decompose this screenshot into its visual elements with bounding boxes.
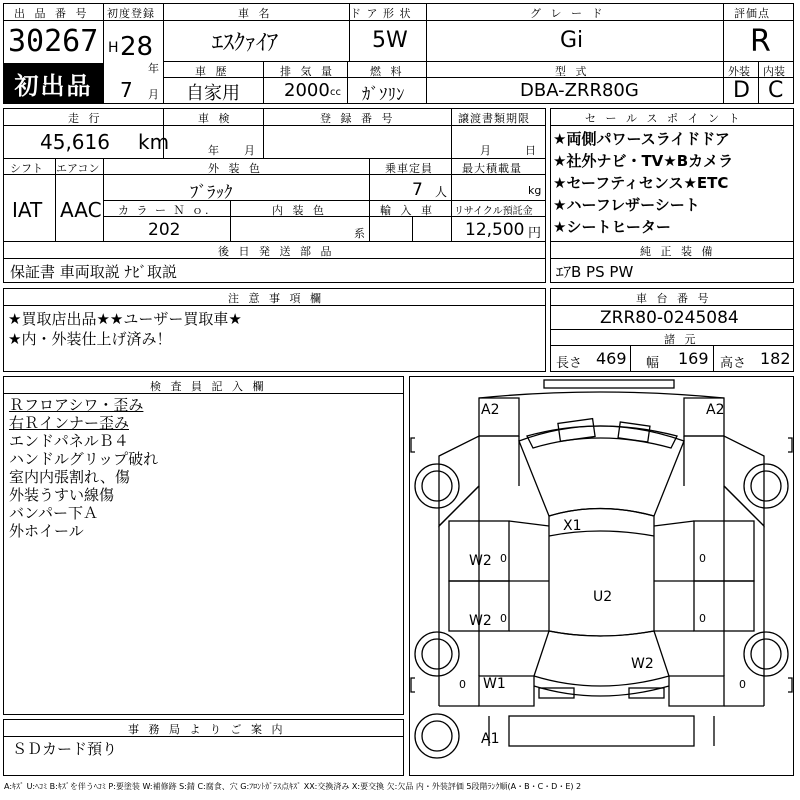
- damage-code: W2: [469, 613, 492, 629]
- door-label: ド ア 形 状: [350, 7, 412, 20]
- grade-label: グ レ ー ド: [530, 7, 606, 20]
- grade: Gi: [560, 28, 584, 53]
- era: H: [108, 40, 119, 56]
- zero-mark: 0: [699, 552, 706, 565]
- import-label: 輸 入 車: [380, 204, 435, 217]
- zero-mark: 0: [500, 552, 507, 565]
- month-unit: 月: [148, 88, 159, 101]
- max-load-unit: kg: [528, 184, 542, 197]
- listing-no: 30267: [8, 24, 99, 59]
- damage-code: U2: [593, 589, 613, 605]
- color-no: 202: [148, 220, 181, 240]
- color-no-label: カ ラ ー Ｎ ｏ.: [118, 204, 211, 217]
- displacement-label: 排 気 量: [280, 65, 335, 78]
- displacement-unit: cc: [330, 87, 341, 98]
- zero-mark: 0: [500, 612, 507, 625]
- interior-grade: C: [768, 78, 784, 103]
- first-reg-label: 初度登録: [107, 7, 155, 20]
- exterior-label: 外装: [728, 65, 750, 78]
- ext-color: ﾌﾞﾗｯｸ: [190, 183, 233, 203]
- history: 自家用: [186, 83, 240, 104]
- inspector-line: ハンドルグリップ破れ: [9, 450, 159, 468]
- sales-point: ★社外ナビ・TV★Bカメラ: [553, 152, 734, 170]
- office-text: ＳＤカード預り: [12, 740, 118, 758]
- inspector-line: Ｒフロアシワ・歪み: [9, 396, 144, 414]
- damage-code: A1: [481, 731, 500, 747]
- inspection-month: 月: [244, 144, 255, 157]
- sales-point: ★両側パワースライドドア: [553, 130, 730, 148]
- transfer-label: 譲渡書類期限: [458, 112, 530, 125]
- inspector-line: エンドパネルＢ４: [9, 432, 129, 450]
- height-label: 高さ: [720, 356, 747, 371]
- damage-diagram: [409, 376, 794, 776]
- transfer-day: 日: [525, 144, 536, 157]
- displacement: 2000: [284, 80, 330, 101]
- chassis-label: 車 台 番 号: [636, 292, 712, 305]
- car-name-label: 車 名: [238, 7, 273, 20]
- mileage: 45,616: [40, 130, 110, 154]
- damage-code: W2: [631, 656, 654, 672]
- inspector-label: 検 査 員 記 入 欄: [150, 380, 267, 393]
- legend: A:ｷｽﾞ U:ﾍｺﾐ B:ｷｽﾞを伴うﾍｺﾐ P:要塗装 W:補修跡 S:錆 C:腐食、穴 G:ﾌﾛﾝﾄｶﾞﾗｽ点ｷｽﾞ XX:交換済み X:要交換 欠:欠品 内・外装評価 5段階ﾗﾝｸ順(A・B・C・D・E) 2: [4, 782, 582, 791]
- note-line: ★内・外装仕上げ済み！: [8, 330, 172, 348]
- recycle-unit: 円: [528, 226, 542, 241]
- width-label: 幅: [646, 356, 660, 371]
- reg-month: 7: [120, 78, 133, 102]
- capacity-unit: 人: [435, 185, 448, 199]
- sales-point: ★シートヒーター: [553, 218, 671, 236]
- capacity-label: 乗車定員: [385, 162, 433, 175]
- later-parts-label: 後 日 発 送 部 品: [218, 245, 335, 258]
- int-color-label: 内 装 色: [272, 204, 327, 217]
- rating: R: [750, 24, 771, 59]
- inspector-list: [9, 396, 158, 540]
- notes-list: [8, 309, 242, 349]
- damage-code: A2: [706, 402, 725, 418]
- width: 169: [678, 349, 709, 368]
- length: 469: [596, 349, 627, 368]
- inspection-year: 年: [208, 144, 219, 157]
- recycle: 12,500: [465, 220, 525, 240]
- damage-code: A2: [481, 402, 500, 418]
- sales-point: ★セーフティセンス★ETC: [553, 174, 729, 192]
- ac: AAC: [60, 198, 102, 222]
- recycle-label: リサイクル預託金: [454, 206, 533, 217]
- first-listing-badge: 初出品: [4, 64, 103, 103]
- damage-code: W1: [483, 676, 506, 692]
- reg-year: 28: [120, 32, 154, 62]
- int-color-unit: 系: [354, 227, 365, 240]
- mileage-label: 走 行: [68, 112, 103, 125]
- listing-no-label: 出 品 番 号: [14, 7, 90, 20]
- sales-point: ★ハーフレザーシート: [553, 196, 700, 214]
- damage-code: W2: [469, 553, 492, 569]
- chassis-number: ZRR80-0245084: [600, 308, 739, 328]
- shift: IAT: [12, 198, 43, 222]
- inspector-line: 外装うすい線傷: [9, 486, 115, 504]
- inspector-line: 室内内張割れ、傷: [9, 468, 130, 486]
- spec-label: 諸 元: [664, 333, 699, 346]
- rating-label: 評価点: [734, 7, 770, 20]
- model-label: 型 式: [555, 65, 590, 78]
- year-unit: 年: [148, 62, 159, 75]
- inspector-line: 右Ｒインナー歪み: [9, 414, 130, 432]
- history-label: 車 歴: [195, 65, 230, 78]
- inspection-label: 車 検: [198, 112, 233, 125]
- ext-color-label: 外 装 色: [208, 162, 263, 175]
- fuel: ｶﾞｿﾘﾝ: [362, 85, 405, 105]
- equipment-label: 純 正 装 備: [640, 245, 716, 258]
- length-label: 長さ: [556, 356, 583, 371]
- height: 182: [760, 349, 791, 368]
- zero-mark: 0: [739, 678, 746, 691]
- ac-label: エアコン: [56, 162, 100, 175]
- later-parts: 保証書 車両取説 ﾅﾋﾞ取説: [10, 263, 178, 281]
- shift-label: シフト: [10, 162, 43, 175]
- transfer-month: 月: [480, 144, 491, 157]
- fuel-label: 燃 料: [370, 65, 405, 78]
- note-line: ★買取店出品★★ユーザー買取車★: [8, 310, 242, 328]
- exterior-grade: D: [733, 78, 750, 103]
- equipment: ｴｱB PS PW: [556, 263, 634, 281]
- interior-label: 内装: [763, 65, 785, 78]
- sales-points-label: セ ー ル ス ポ イ ン ト: [585, 112, 743, 125]
- inspector-line: 外ホイール: [9, 522, 84, 540]
- door: 5W: [372, 28, 408, 53]
- plate-label: 登 録 番 号: [320, 112, 396, 125]
- car-name: ｴｽｸｧｲｱ: [212, 31, 279, 56]
- mileage-unit: km: [138, 130, 170, 154]
- office-label: 事 務 局 よ り ご 案 内: [128, 723, 286, 736]
- notes-label: 注 意 事 項 欄: [228, 292, 324, 305]
- capacity: 7: [412, 180, 423, 200]
- max-load-label: 最大積載量: [462, 162, 522, 175]
- model: DBA-ZRR80G: [520, 80, 639, 101]
- zero-mark: 0: [459, 678, 466, 691]
- inspector-line: バンパー下Ａ: [9, 504, 98, 522]
- damage-code: X1: [563, 518, 582, 534]
- zero-mark: 0: [699, 612, 706, 625]
- sales-points-list: [553, 128, 793, 238]
